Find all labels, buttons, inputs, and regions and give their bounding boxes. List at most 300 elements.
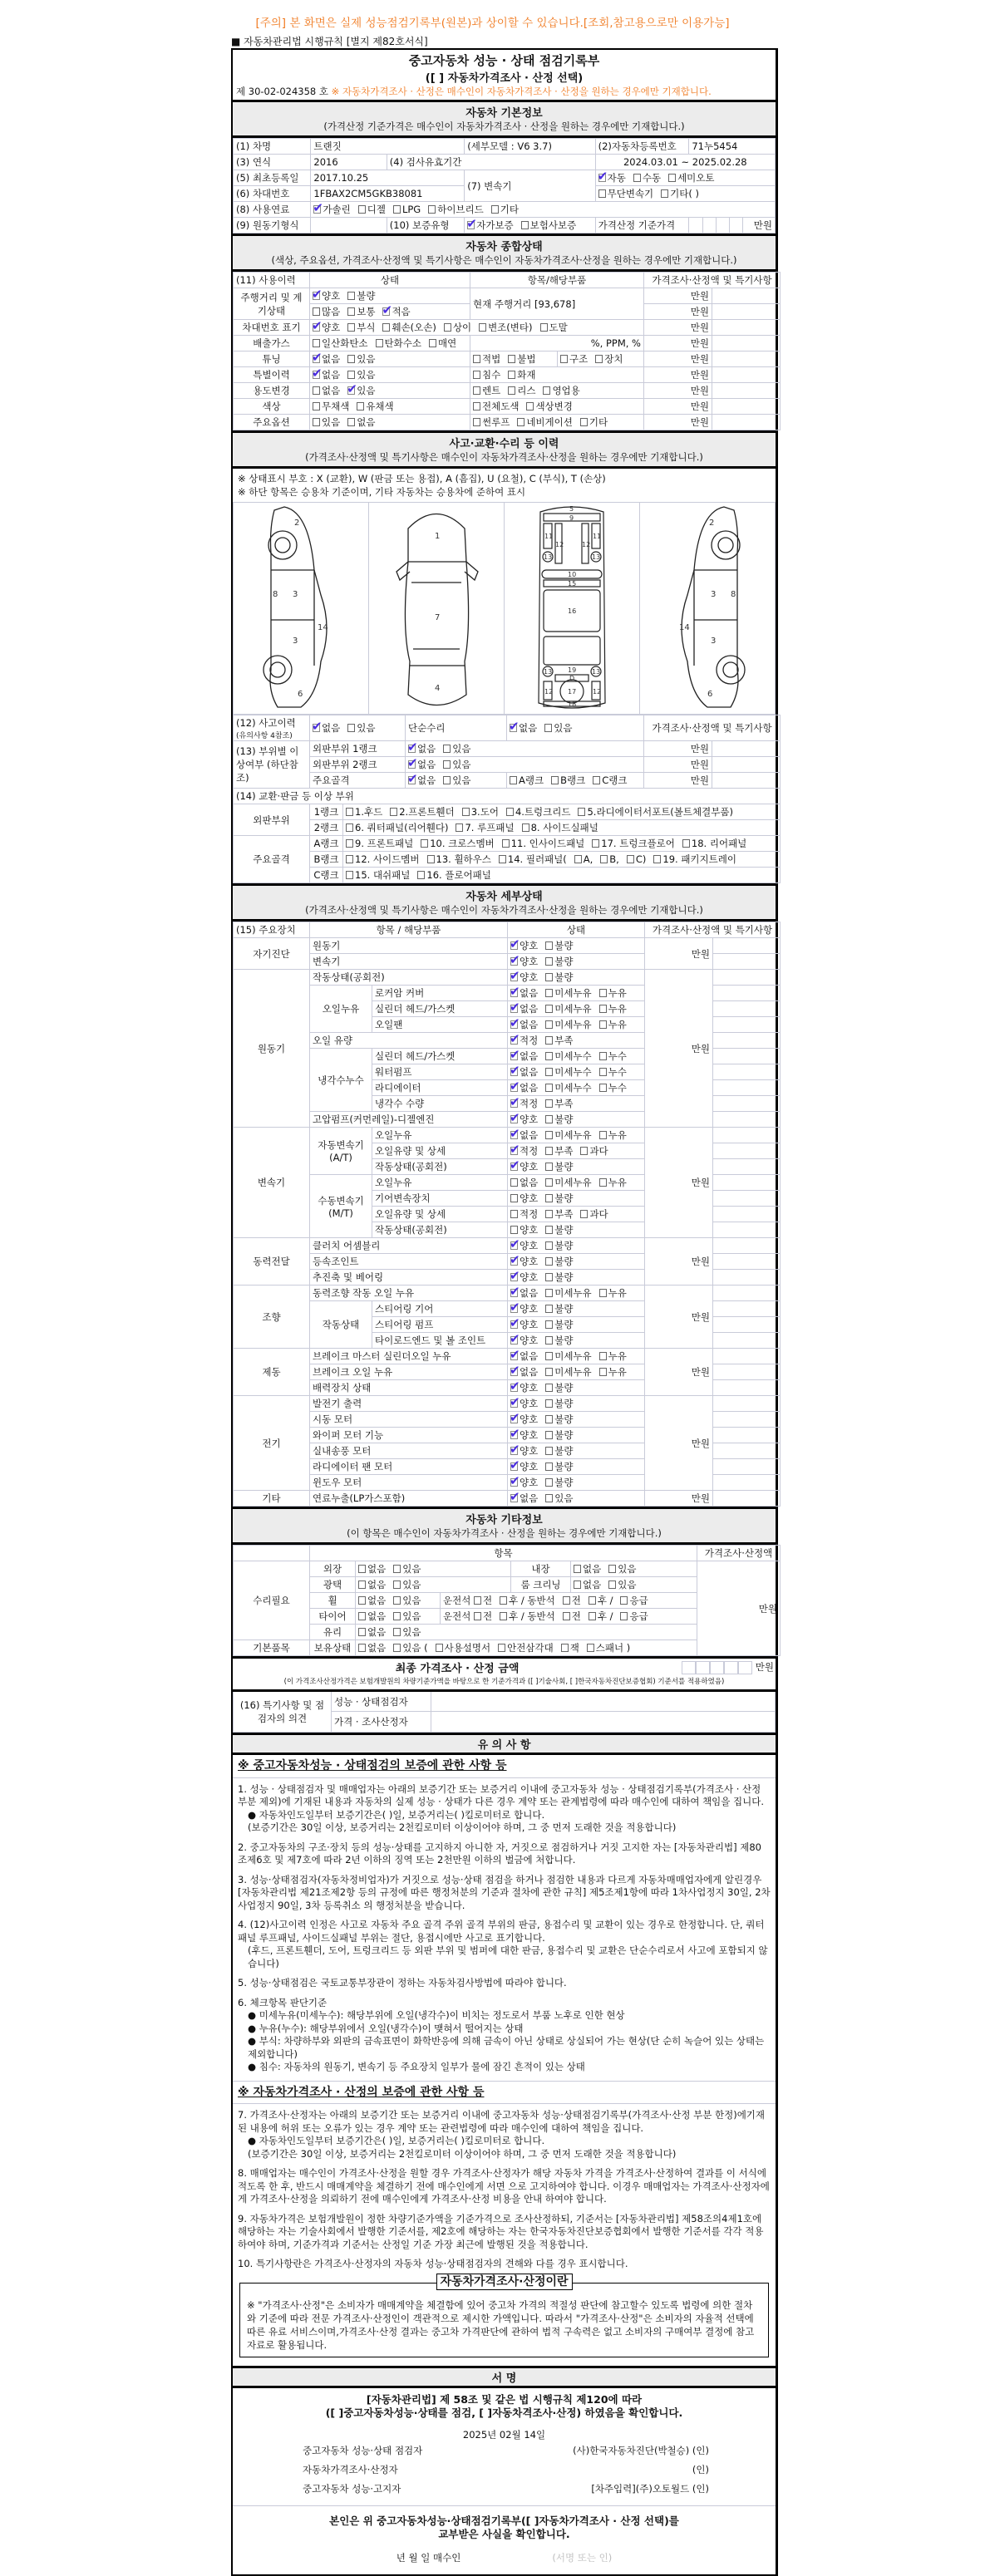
- checkbox[interactable]: [376, 339, 383, 347]
- checkbox[interactable]: [545, 973, 553, 981]
- checkbox[interactable]: [620, 1612, 628, 1620]
- checked-checkbox[interactable]: [510, 1020, 518, 1029]
- checkbox[interactable]: [313, 307, 320, 316]
- checked-checkbox[interactable]: [313, 323, 320, 332]
- checkbox[interactable]: [560, 355, 568, 363]
- checkbox[interactable]: [599, 1005, 607, 1013]
- diagram-label: 11: [544, 532, 554, 540]
- checked-checkbox[interactable]: [510, 1463, 518, 1471]
- status-options: [508, 986, 645, 1001]
- checkbox[interactable]: [347, 371, 355, 379]
- checkbox[interactable]: [346, 823, 353, 832]
- car-diagrams: [233, 502, 776, 715]
- checkbox[interactable]: [473, 371, 480, 379]
- checkbox[interactable]: [545, 1320, 553, 1329]
- status-options: [508, 1207, 645, 1222]
- checkbox[interactable]: [545, 1194, 553, 1202]
- checked-checkbox[interactable]: [313, 371, 320, 379]
- checkbox[interactable]: [346, 855, 353, 863]
- option: [587, 1642, 630, 1654]
- checkbox[interactable]: [599, 1052, 607, 1060]
- checkbox[interactable]: [444, 323, 451, 332]
- checkbox[interactable]: [543, 386, 550, 395]
- final-price-input[interactable]: [682, 1660, 774, 1674]
- checkbox[interactable]: [473, 418, 480, 426]
- checkbox[interactable]: [545, 1036, 553, 1045]
- checked-checkbox[interactable]: [510, 1447, 518, 1455]
- checked-checkbox[interactable]: [467, 221, 475, 229]
- checkbox[interactable]: [510, 1210, 518, 1218]
- checked-checkbox[interactable]: [510, 1289, 518, 1297]
- checkbox[interactable]: [545, 1084, 553, 1092]
- checkbox[interactable]: [587, 1644, 594, 1652]
- checkbox[interactable]: [357, 402, 364, 410]
- checkbox[interactable]: [593, 776, 600, 784]
- checkbox[interactable]: [545, 1115, 553, 1123]
- checked-checkbox[interactable]: [510, 1431, 518, 1439]
- checkbox[interactable]: [347, 355, 355, 363]
- checkbox[interactable]: [474, 1596, 481, 1605]
- column-header: 상태: [310, 273, 470, 288]
- checkbox[interactable]: [347, 418, 355, 426]
- checkbox[interactable]: [563, 1612, 570, 1620]
- checked-checkbox[interactable]: [510, 1147, 518, 1155]
- checked-checkbox[interactable]: [510, 957, 518, 966]
- option: [510, 1335, 538, 1346]
- checked-checkbox[interactable]: [510, 941, 518, 950]
- checkbox[interactable]: [598, 189, 606, 198]
- checked-checkbox[interactable]: [510, 989, 518, 997]
- checkbox[interactable]: [544, 724, 552, 732]
- checkbox[interactable]: [508, 355, 515, 363]
- checkbox[interactable]: [313, 386, 320, 395]
- unit: 만원: [645, 970, 713, 1128]
- option-label: 전: [482, 1595, 493, 1606]
- checkbox[interactable]: [545, 1020, 553, 1029]
- checkbox[interactable]: [545, 941, 553, 950]
- checked-checkbox[interactable]: [510, 1415, 518, 1423]
- checkbox[interactable]: [595, 355, 603, 363]
- checkbox[interactable]: [545, 1399, 553, 1408]
- option: [376, 337, 421, 349]
- option: [346, 853, 420, 865]
- checkbox[interactable]: [599, 1178, 607, 1187]
- price-note-cell: [713, 1286, 781, 1301]
- checked-checkbox[interactable]: [313, 355, 320, 363]
- signer-role: 자동차가격조사·산정자: [303, 2464, 398, 2475]
- option: [358, 204, 386, 215]
- item-name: 타이로드엔드 및 볼 조인트: [372, 1333, 508, 1349]
- inspector-opinion: [431, 1691, 776, 1712]
- diagram-label: 2: [294, 518, 300, 528]
- checkbox[interactable]: [429, 339, 436, 347]
- caution-line: ● 자동차인도일부터 보증기간은( )일, 보증거리는( )킬로미터로 합니다.: [248, 2135, 545, 2146]
- option-label: 기타: [589, 416, 608, 428]
- checkbox[interactable]: [521, 221, 529, 229]
- checkbox[interactable]: [563, 1596, 570, 1605]
- checked-checkbox[interactable]: [510, 1399, 518, 1408]
- checkbox[interactable]: [508, 386, 515, 395]
- checkbox[interactable]: [578, 808, 585, 816]
- checkbox[interactable]: [526, 402, 534, 410]
- checkbox[interactable]: [545, 1289, 553, 1297]
- checkbox[interactable]: [600, 855, 608, 863]
- checkbox[interactable]: [545, 1305, 553, 1313]
- checked-checkbox[interactable]: [510, 1036, 518, 1045]
- status-options: [508, 1159, 645, 1175]
- checkbox[interactable]: [545, 1099, 553, 1108]
- checkbox[interactable]: [545, 1226, 553, 1234]
- checkbox[interactable]: [589, 1596, 596, 1605]
- checkbox[interactable]: [382, 323, 390, 332]
- option: [620, 1610, 648, 1622]
- checked-checkbox[interactable]: [510, 1163, 518, 1171]
- option-label: 후 /: [597, 1610, 613, 1622]
- checkbox[interactable]: [545, 1494, 553, 1502]
- checkbox[interactable]: [551, 776, 559, 784]
- checkbox[interactable]: [580, 418, 588, 426]
- checkbox[interactable]: [443, 760, 451, 769]
- checkbox[interactable]: [545, 1447, 553, 1455]
- checkbox[interactable]: [498, 1644, 505, 1652]
- checkbox[interactable]: [633, 174, 641, 182]
- checkbox[interactable]: [347, 292, 355, 300]
- checkbox[interactable]: [358, 1581, 366, 1589]
- checked-checkbox[interactable]: [510, 1273, 518, 1281]
- checkbox[interactable]: [561, 1644, 569, 1652]
- checkbox[interactable]: [545, 1431, 553, 1439]
- checkbox[interactable]: [443, 776, 451, 784]
- checkbox[interactable]: [545, 1257, 553, 1266]
- option: [574, 1563, 601, 1575]
- option-label: 11. 인사이드패널: [510, 838, 585, 849]
- caution-line: 8. 매매업자는 매수인이 가격조사·산정을 원할 경우 가격조사·산정자가 해당 자동차 가격을 가격조사·산정하여 결과를 이 서식에 적도록 한 후, 반드시 매매계약을 체결하기 전에 매수인에게 서면 으로 고지하여야 합니다. 이경우 매매업자는 가격조사·산정자에게 가격조사·산정을 의뢰하기 전에 매수인에게 가격조사·산정 비용을 안내 하여야 합니다.: [238, 2167, 770, 2205]
- checkbox[interactable]: [545, 1384, 553, 1392]
- checkbox[interactable]: [599, 1068, 607, 1076]
- label-vin-mark: 차대번호 표기: [234, 320, 310, 336]
- checked-checkbox[interactable]: [510, 1052, 518, 1060]
- transmission-options: [595, 170, 775, 186]
- checkbox[interactable]: [508, 371, 515, 379]
- checkbox[interactable]: [580, 1210, 588, 1218]
- status-options: [508, 1049, 645, 1064]
- checked-checkbox[interactable]: [510, 1068, 518, 1076]
- option: [593, 774, 627, 786]
- checked-checkbox[interactable]: [382, 307, 390, 316]
- checkbox[interactable]: [436, 1644, 443, 1652]
- option-label: 불량: [554, 1192, 574, 1204]
- checkbox[interactable]: [545, 1352, 553, 1360]
- checkbox[interactable]: [540, 323, 548, 332]
- checkbox[interactable]: [599, 1131, 607, 1139]
- option-label: 없음: [520, 1177, 539, 1188]
- checkbox[interactable]: [358, 1596, 366, 1605]
- option-label: 미세누유: [554, 1366, 592, 1378]
- option-label: 양호: [520, 1224, 539, 1236]
- checkbox[interactable]: [574, 1565, 581, 1573]
- option-label: 미세누유: [554, 987, 592, 999]
- option: [510, 1177, 538, 1188]
- checkbox[interactable]: [599, 989, 607, 997]
- checkbox[interactable]: [428, 205, 436, 214]
- checkbox[interactable]: [313, 339, 320, 347]
- option-label: 기타( ): [670, 188, 700, 199]
- checkbox[interactable]: [510, 1178, 518, 1187]
- checkbox[interactable]: [510, 1194, 518, 1202]
- checked-checkbox[interactable]: [598, 174, 606, 182]
- rank-label: C랭크: [310, 868, 343, 883]
- checkbox[interactable]: [346, 839, 353, 848]
- checkbox[interactable]: [599, 1352, 607, 1360]
- checkbox[interactable]: [592, 839, 599, 848]
- option: [599, 987, 627, 999]
- checkbox[interactable]: [358, 1628, 366, 1636]
- checkbox[interactable]: [627, 855, 634, 863]
- option: [347, 369, 375, 381]
- checkbox[interactable]: [545, 1147, 553, 1155]
- checked-checkbox[interactable]: [510, 724, 517, 732]
- checkbox[interactable]: [545, 1463, 553, 1471]
- checked-checkbox[interactable]: [408, 776, 416, 784]
- option: [467, 219, 513, 231]
- checkbox[interactable]: [491, 205, 499, 214]
- checkbox[interactable]: [393, 1565, 401, 1573]
- option: [578, 806, 732, 818]
- checkbox[interactable]: [599, 1020, 607, 1029]
- checkbox[interactable]: [545, 1415, 553, 1423]
- checkbox[interactable]: [358, 1612, 366, 1620]
- checkbox[interactable]: [545, 1068, 553, 1076]
- checked-checkbox[interactable]: [510, 1384, 518, 1392]
- diagram-label: 17: [568, 687, 577, 696]
- emission-options: [310, 336, 470, 351]
- option: [491, 204, 519, 215]
- checkbox[interactable]: [545, 1368, 553, 1376]
- diagram-underbody[interactable]: [505, 503, 640, 715]
- price-note-cell: [713, 1428, 781, 1443]
- checkbox[interactable]: [545, 989, 553, 997]
- checkbox[interactable]: [421, 839, 428, 848]
- signer-row: [249, 2441, 759, 2460]
- checkbox[interactable]: [620, 1596, 628, 1605]
- price-note-cell: [713, 1396, 781, 1412]
- checked-checkbox[interactable]: [510, 1084, 518, 1092]
- checkbox[interactable]: [502, 839, 510, 848]
- checkbox[interactable]: [500, 1596, 507, 1605]
- checkbox[interactable]: [393, 1628, 401, 1636]
- checked-checkbox[interactable]: [510, 1305, 518, 1313]
- checkbox[interactable]: [346, 871, 353, 879]
- buyer-signature-field[interactable]: (서명 또는 인): [552, 2551, 613, 2564]
- checkbox[interactable]: [393, 1644, 401, 1652]
- option: [346, 838, 413, 849]
- checkbox[interactable]: [506, 808, 514, 816]
- checkbox[interactable]: [456, 823, 463, 832]
- price-note-cell: [713, 1412, 781, 1428]
- checkbox[interactable]: [510, 1226, 518, 1234]
- caution-heading: ※ 자동차가격조사 · 산정의 보증에 관한 사항 등: [233, 2081, 776, 2105]
- checkbox[interactable]: [661, 189, 668, 198]
- checked-checkbox[interactable]: [408, 760, 416, 769]
- buyer-confirmation: [233, 2505, 776, 2574]
- checked-checkbox[interactable]: [510, 1320, 518, 1329]
- checkbox[interactable]: [653, 855, 661, 863]
- option-label: C랭크: [602, 774, 628, 786]
- checked-checkbox[interactable]: [510, 1115, 518, 1123]
- option-label: 있음: [402, 1563, 421, 1575]
- option: [444, 322, 471, 333]
- checkbox[interactable]: [390, 808, 397, 816]
- checked-checkbox[interactable]: [510, 1241, 518, 1250]
- option-label: 있음: [618, 1579, 637, 1590]
- option: [668, 172, 714, 184]
- diagram-top-view[interactable]: [369, 503, 505, 715]
- diagram-label: 18: [568, 700, 577, 708]
- checkbox[interactable]: [393, 1612, 401, 1620]
- checked-checkbox[interactable]: [510, 1005, 518, 1013]
- checkbox[interactable]: [479, 323, 486, 332]
- checked-checkbox[interactable]: [313, 724, 320, 732]
- option-label: C): [635, 853, 647, 865]
- option: [347, 290, 375, 302]
- unit: 만원: [644, 773, 712, 789]
- checkbox[interactable]: [358, 1644, 366, 1652]
- checkbox[interactable]: [393, 205, 401, 214]
- checkbox[interactable]: [589, 1612, 596, 1620]
- checked-checkbox[interactable]: [313, 292, 320, 300]
- checkbox[interactable]: [346, 808, 353, 816]
- item-name: 오일누유: [372, 1128, 508, 1143]
- checkbox[interactable]: [599, 1368, 607, 1376]
- checked-checkbox[interactable]: [510, 1099, 518, 1108]
- checked-checkbox[interactable]: [408, 745, 416, 753]
- option-label: 후 / 동반석: [509, 1610, 555, 1622]
- checkbox[interactable]: [545, 1163, 553, 1171]
- option: [429, 337, 456, 349]
- checkbox[interactable]: [545, 957, 553, 966]
- option: [510, 971, 538, 983]
- checkbox[interactable]: [393, 1581, 401, 1589]
- option: [599, 1129, 627, 1141]
- checkbox[interactable]: [545, 1273, 553, 1281]
- diagram-left-side[interactable]: [234, 503, 369, 715]
- item-name: 오일유량 및 상세: [372, 1207, 508, 1222]
- checkbox[interactable]: [473, 355, 480, 363]
- checkbox[interactable]: [347, 724, 355, 732]
- checkbox[interactable]: [545, 1052, 553, 1060]
- checked-checkbox[interactable]: [313, 205, 321, 214]
- checkbox[interactable]: [443, 745, 451, 753]
- checkbox[interactable]: [580, 1147, 588, 1155]
- checkbox[interactable]: [522, 823, 529, 832]
- option-label: 누유: [608, 1287, 627, 1299]
- checkbox[interactable]: [473, 402, 480, 410]
- checkbox[interactable]: [500, 1612, 507, 1620]
- checkbox[interactable]: [474, 1612, 481, 1620]
- caution-line: 6. 체크항목 판단기준: [238, 1996, 328, 2008]
- checkbox[interactable]: [668, 174, 676, 182]
- checkbox[interactable]: [347, 307, 355, 316]
- checkbox[interactable]: [545, 1178, 553, 1187]
- checked-checkbox[interactable]: [510, 1131, 518, 1139]
- checkbox[interactable]: [599, 1084, 607, 1092]
- checked-checkbox[interactable]: [510, 1336, 518, 1345]
- checkbox[interactable]: [427, 855, 435, 863]
- checkbox[interactable]: [608, 1565, 616, 1573]
- checkbox[interactable]: [545, 1241, 553, 1250]
- checkbox[interactable]: [510, 776, 517, 784]
- checkbox[interactable]: [499, 855, 506, 863]
- checkbox[interactable]: [313, 402, 320, 410]
- option-label: 응급: [629, 1610, 648, 1622]
- checkbox[interactable]: [473, 386, 480, 395]
- checkbox[interactable]: [358, 1565, 366, 1573]
- checkbox[interactable]: [545, 1210, 553, 1218]
- option-label: 양호: [520, 1335, 539, 1346]
- option-label: 불량: [554, 1161, 574, 1172]
- caution-line: 1. 성능 · 상태점검자 및 매매업자는 아래의 보증기간 또는 보증거리 이내에 중고자동차 성능 · 상태점검기록부(가격조사 · 산정 부분 제외)에 기재된 내용과 자동차의 실제 성능 · 상태가 다른 경우 계약 또는 관계법령에 따라 매수인에 대하여 책임을 집니다.: [238, 1782, 765, 1807]
- rankB-parts: [343, 852, 781, 868]
- checkbox[interactable]: [393, 1596, 401, 1605]
- label-appraiser: 가격 · 조사산정자: [332, 1712, 431, 1733]
- checkbox[interactable]: [358, 205, 366, 214]
- checkbox[interactable]: [347, 323, 355, 332]
- unit: 만원: [644, 367, 712, 383]
- label-repair-needed: 수리필요: [234, 1561, 310, 1640]
- item-name: 등속조인트: [310, 1254, 508, 1270]
- car-name: 트랜짓: [311, 139, 465, 155]
- checkbox[interactable]: [574, 855, 582, 863]
- checked-checkbox[interactable]: [510, 1352, 518, 1360]
- label-base-price: 가격산정 기준가격: [595, 218, 689, 234]
- checkbox[interactable]: [608, 1581, 616, 1589]
- item-name: 변속기: [310, 954, 508, 970]
- checkbox[interactable]: [682, 839, 690, 848]
- checkbox[interactable]: [545, 1336, 553, 1345]
- column-header: (15) 주요장치: [234, 922, 310, 938]
- option: [313, 353, 340, 365]
- diagram-right-side[interactable]: [640, 503, 776, 715]
- checkbox[interactable]: [599, 1289, 607, 1297]
- option: [474, 1610, 492, 1622]
- status-options: [508, 1412, 645, 1428]
- checkbox[interactable]: [462, 808, 470, 816]
- option: [633, 172, 661, 184]
- section-cautions: [233, 1733, 776, 1755]
- diagram-label: 14: [679, 622, 690, 632]
- checked-checkbox[interactable]: [510, 973, 518, 981]
- checked-checkbox[interactable]: [510, 1494, 518, 1502]
- checkbox[interactable]: [574, 1581, 581, 1589]
- label-main-options: 주요옵션: [234, 415, 310, 430]
- checked-checkbox[interactable]: [510, 1368, 518, 1376]
- checked-checkbox[interactable]: [510, 1257, 518, 1266]
- checkbox[interactable]: [545, 1005, 553, 1013]
- checkbox[interactable]: [417, 871, 425, 879]
- checkbox[interactable]: [517, 418, 525, 426]
- checked-checkbox[interactable]: [347, 386, 355, 395]
- label-accident-history: (12) 사고이력: [236, 716, 296, 729]
- checkbox[interactable]: [545, 1131, 553, 1139]
- checkbox[interactable]: [313, 418, 320, 426]
- option: [545, 956, 573, 967]
- option-label: 가솔린: [323, 204, 351, 215]
- caution-item: [238, 2109, 771, 2161]
- option-label: 썬루프: [482, 416, 510, 428]
- checked-checkbox[interactable]: [510, 1478, 518, 1487]
- option: [661, 188, 699, 199]
- checkbox[interactable]: [545, 1478, 553, 1487]
